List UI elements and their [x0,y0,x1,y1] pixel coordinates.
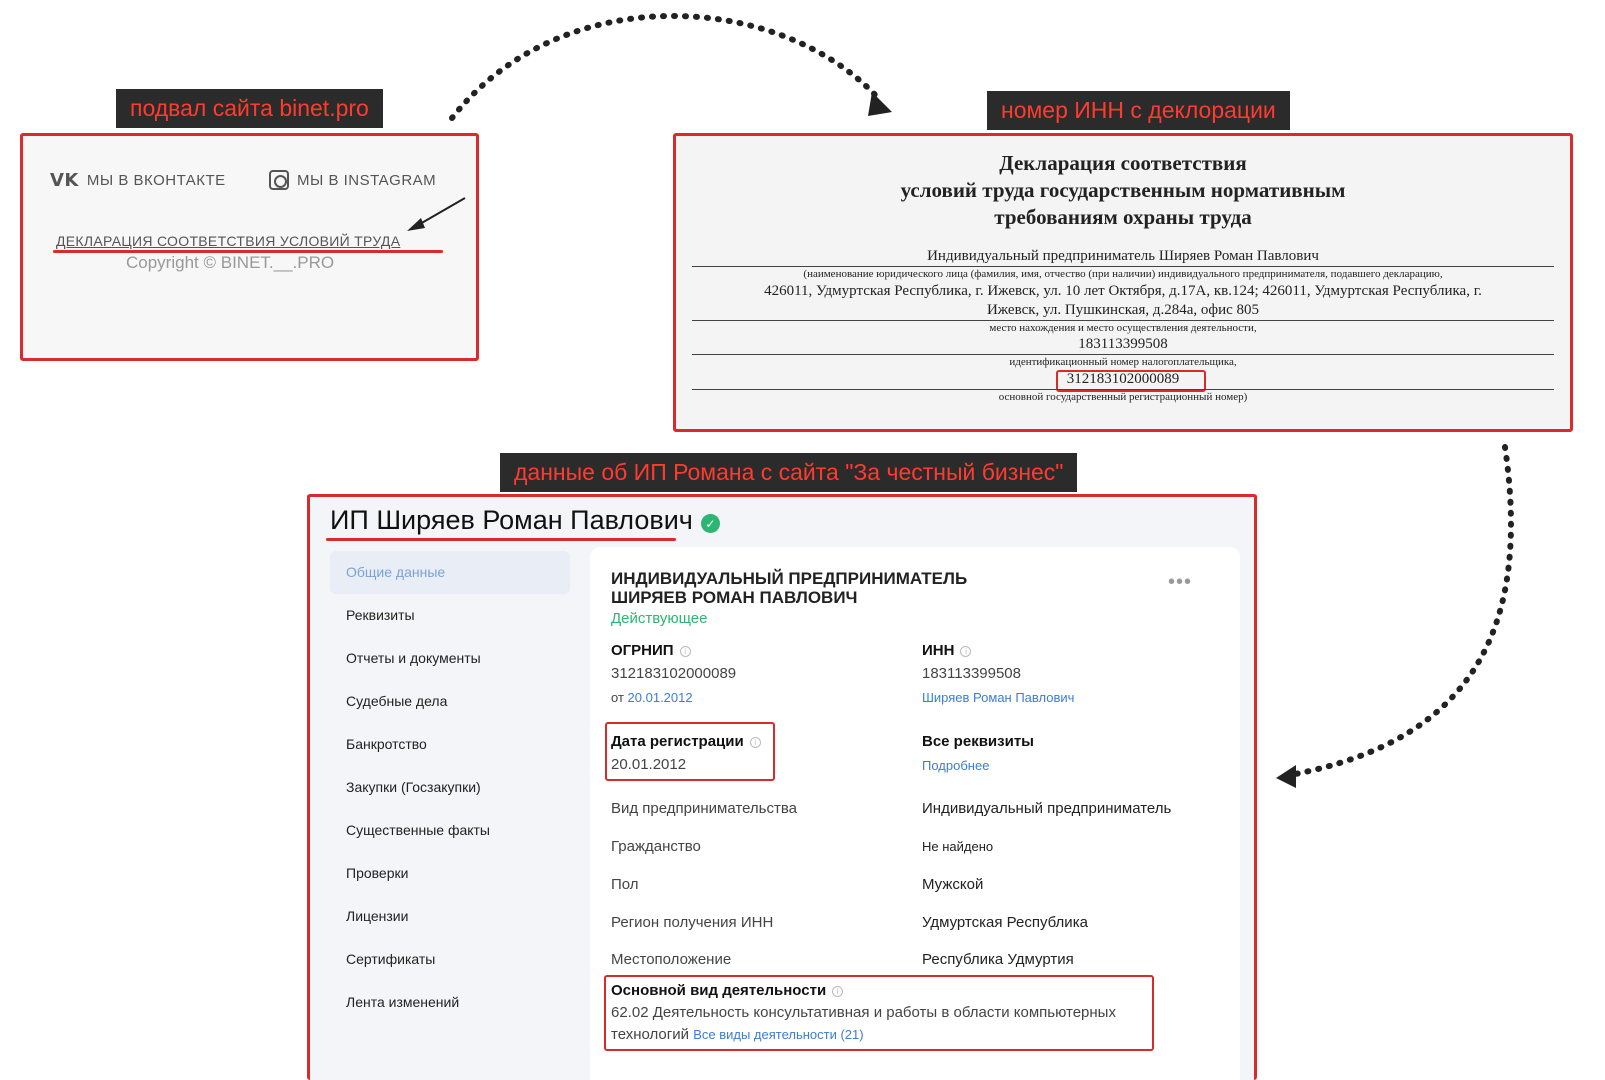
info-icon[interactable]: i [680,646,691,657]
ogrnip-date-link[interactable]: 20.01.2012 [627,690,693,705]
declaration-document [673,133,1573,432]
row-value: Удмуртская Республика [922,914,1088,931]
info-icon[interactable]: i [960,646,971,657]
doc-rule [692,266,1554,267]
activity-line-1: 62.02 Деятельность консультативная и работы в области компьютерных [611,1004,1116,1021]
pointer-arrow-icon [403,194,473,234]
instagram-icon [269,170,289,190]
row-label: Вид предпринимательства [611,800,797,817]
label-inn: номер ИНН с деклорации [987,91,1290,130]
doc-title-line-1: Декларация соответствия [999,151,1247,175]
row-label: Местоположение [611,951,732,968]
instagram-label: МЫ В INSTAGRAM [297,171,437,189]
row-value: Индивидуальный предприниматель [922,800,1172,817]
ogrnip-date: от 20.01.2012 [611,690,693,705]
doc-title-line-2: условий труда государственным нормативным [900,178,1346,202]
company-title-text: ИП Ширяев Роман Павлович [330,505,693,535]
sidebar-item-changes[interactable]: Лента изменений [346,994,460,1010]
all-activities-link[interactable]: Все виды деятельности (21) [693,1027,864,1042]
declaration-link[interactable]: ДЕКЛАРАЦИЯ СООТВЕТСТВИЯ УСЛОВИЙ ТРУДА [56,233,401,249]
sidebar-item-general[interactable]: Общие данные [330,551,570,594]
arrow-declaration-to-company [1290,447,1511,775]
doc-inn: 183113399508 [1078,336,1168,352]
arrow-footer-to-declaration [452,16,880,118]
arrowhead-1 [868,92,892,116]
requisites-label: Все реквизиты [922,733,1034,750]
row-value: Мужской [922,876,984,893]
doc-address-2: Ижевск, ул. Пушкинская, д.284а, офис 805 [986,302,1260,318]
full-name-line-2: ШИРЯЕВ РОМАН ПАВЛОВИЧ [611,588,858,607]
status-badge: Действующее [611,610,708,627]
vk-link[interactable] [50,170,226,191]
row-value: Республика Удмуртия [922,951,1074,968]
verified-check-icon: ✓ [701,514,720,533]
row-label: Регион получения ИНН [611,914,774,931]
vk-icon: VK [50,170,79,191]
inn-label: ИНН i [922,642,971,659]
doc-holder-caption: (наименование юридического лица (фамилия, имя, отчество (при наличии) индивидуального предпринимателя, подавшего декларацию, [803,268,1443,280]
sidebar-item-requisites[interactable]: Реквизиты [346,607,415,623]
sidebar-item-inspections[interactable]: Проверки [346,865,409,881]
company-full-name [611,569,967,607]
footer-screenshot [20,133,479,361]
company-main-card [590,547,1240,1080]
doc-holder: Индивидуальный предприниматель Ширяев Роман Павлович [927,248,1319,264]
row-label: Гражданство [611,838,701,855]
sidebar-item-certificates[interactable]: Сертификаты [346,951,436,967]
sidebar-item-licenses[interactable]: Лицензии [346,908,409,924]
sidebar-item-bankruptcy[interactable]: Банкротство [346,736,427,752]
row-value: Не найдено [922,839,994,854]
sidebar-item-procurement[interactable]: Закупки (Госзакупки) [346,779,481,795]
company-title [330,505,720,536]
requisites-link[interactable]: Подробнее [922,758,990,773]
sidebar-item-facts[interactable]: Существенные факты [346,822,490,838]
doc-rule [692,389,1554,390]
reg-date-value: 20.01.2012 [611,756,687,773]
sidebar-item-court[interactable]: Судебные дела [346,693,448,709]
activity-line-2: технологий Все виды деятельности (21) [611,1026,864,1043]
reg-date-label: Дата регистрации i [611,733,761,750]
doc-address-1: 426011, Удмуртская Республика, г. Ижевск, ул. 10 лет Октября, д.17А, кв.124; 426011, Удмуртская Республика, г. [764,283,1482,299]
doc-title-line-3: требованиям охраны труда [994,205,1252,229]
doc-rule [692,354,1554,355]
full-name-line-1: ИНДИВИДУАЛЬНЫЙ ПРЕДПРИНИМАТЕЛЬ [611,569,968,588]
info-icon[interactable]: i [750,737,761,748]
ogrnip-value: 312183102000089 [611,665,737,682]
doc-inn-caption: идентификационный номер налогоплательщика, [1009,356,1237,368]
info-icon[interactable]: i [832,986,843,997]
copyright: Copyright © BINET.__.PRO [126,253,335,272]
arrowhead-2 [1276,765,1296,788]
label-company: данные об ИП Романа с сайта "За честный бизнес" [500,453,1077,492]
activity-label: Основной вид деятельности i [611,982,843,999]
doc-rule [692,320,1554,321]
ogrnip-label: ОГРНИП i [611,642,691,659]
doc-address-caption: место нахождения и место осуществления деятельности, [989,322,1257,334]
company-screenshot [307,494,1257,1080]
doc-ogrn-caption: основной государственный регистрационный номер) [998,391,1248,403]
inn-value: 183113399508 [922,665,1021,682]
vk-label: МЫ В ВКОНТАКТЕ [86,172,226,189]
label-footer: подвал сайта binet.pro [116,89,383,128]
sidebar-item-reports[interactable]: Отчеты и документы [346,650,481,666]
red-underline [326,538,676,541]
doc-ogrn: 312183102000089 [1066,371,1180,387]
inn-owner-link[interactable]: Ширяев Роман Павлович [922,690,1075,705]
more-icon[interactable]: ••• [1168,571,1193,593]
row-label: Пол [611,876,639,893]
instagram-link[interactable] [269,170,436,190]
company-sidebar [330,551,570,1024]
